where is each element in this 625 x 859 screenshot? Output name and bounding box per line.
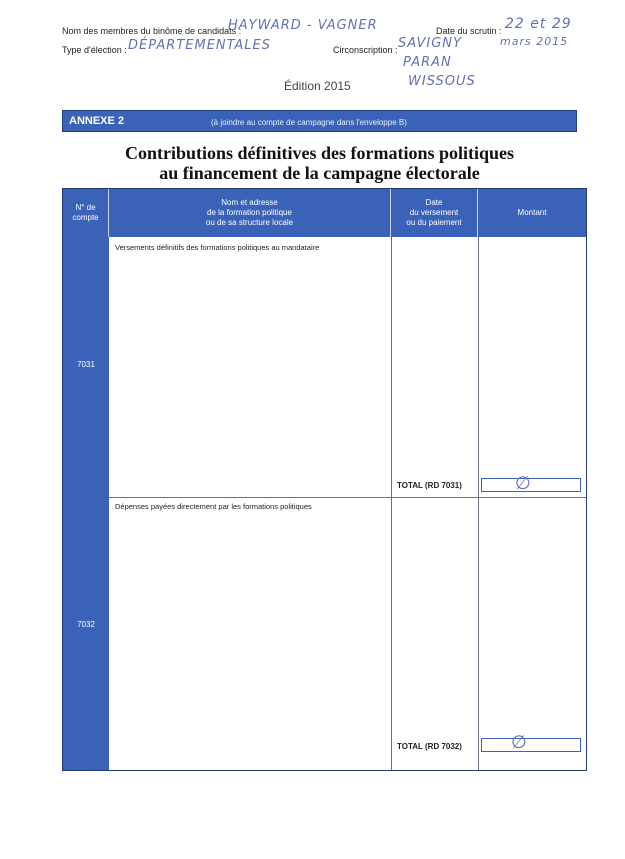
election-type-label: Type d'élection :: [62, 45, 127, 55]
circonscription-value-line1[interactable]: SAVIGNY: [398, 36, 462, 51]
annexe-title: ANNEXE 2: [69, 115, 125, 127]
compte-column: [63, 237, 109, 770]
divider-montant: [478, 237, 479, 770]
header-compte-line2: compte: [72, 213, 99, 222]
total-7031-label: TOTAL (RD 7031): [397, 481, 462, 490]
compte-7032: 7032: [77, 620, 95, 629]
annexe-bar: [62, 110, 577, 132]
date-value-line1[interactable]: 22 et 29: [505, 16, 572, 32]
compte-7031: 7031: [77, 360, 95, 369]
contributions-table: [62, 188, 587, 771]
header-compte-line1: N° de: [75, 203, 96, 212]
election-type-value[interactable]: DÉPARTEMENTALES: [128, 38, 272, 53]
header-date-line2: du versement: [409, 208, 459, 217]
divider-date: [391, 237, 392, 770]
header-date-line1: Date: [425, 198, 443, 207]
total-7032-field[interactable]: [481, 738, 581, 752]
candidates-label: Nom des membres du binôme de candidats :: [62, 26, 242, 36]
page-title-line2: au financement de la campagne électorale: [159, 163, 480, 183]
edition-label: Édition 2015: [284, 79, 351, 93]
total-7031-field[interactable]: [481, 478, 581, 492]
header-montant-label: Montant: [517, 208, 547, 217]
total-7032-label: TOTAL (RD 7032): [397, 742, 462, 751]
header-nom-line2: de la formation politique: [207, 208, 292, 217]
annexe-note: (à joindre au compte de campagne dans l'enveloppe B): [211, 118, 407, 127]
section-7032-title: Dépenses payées directement par les formations politiques: [115, 502, 312, 511]
header-nom-line1: Nom et adresse: [221, 198, 278, 207]
header-date: [391, 189, 478, 237]
header-nom: [109, 189, 391, 237]
header-compte: [63, 189, 109, 237]
total-7032-value: ∅: [511, 732, 527, 753]
header-montant: [478, 189, 586, 237]
date-value-line2[interactable]: mars 2015: [500, 35, 569, 48]
total-7031-value: ∅: [515, 473, 531, 494]
section-7031-title: Versements définitifs des formations politiques au mandataire: [115, 243, 320, 252]
circonscription-value-line2[interactable]: PARAN: [403, 55, 452, 70]
section-separator: [109, 497, 586, 498]
date-label: Date du scrutin :: [436, 26, 502, 36]
candidates-value[interactable]: HAYWARD - VAGNER: [228, 18, 378, 33]
header-date-line3: ou du paiement: [406, 218, 462, 227]
header-nom-line3: ou de sa structure locale: [205, 218, 294, 227]
page-title-line1: Contributions définitives des formations politiques: [124, 143, 515, 163]
circonscription-label: Circonscription :: [333, 45, 398, 55]
circonscription-value-line3[interactable]: WISSOUS: [408, 74, 476, 89]
